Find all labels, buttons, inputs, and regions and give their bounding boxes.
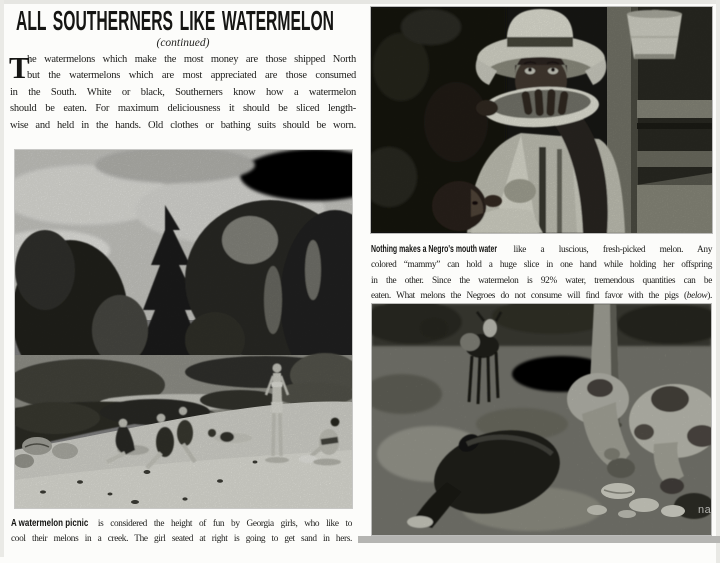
caption-italic: below xyxy=(686,291,708,302)
headline-text: ALL SOUTHERNERS LIKE WATERMELON xyxy=(16,5,335,36)
creek-picnic-photo xyxy=(15,150,352,508)
drop-cap: T xyxy=(9,50,30,85)
scan-edge-left xyxy=(0,0,4,557)
caption-lead: A watermelon picnic xyxy=(11,517,89,529)
caption-lead-wrap xyxy=(371,242,499,259)
caption-text: ). xyxy=(707,291,712,302)
page-title xyxy=(10,7,356,35)
scan-edge-top xyxy=(0,0,720,4)
body-line: he watermelons which make the most money are those shipped North xyxy=(27,54,356,65)
caption-line xyxy=(371,289,712,305)
caption-lead: Nothing makes a Negro's mouth water xyxy=(371,243,498,255)
caption-right xyxy=(371,242,712,305)
caption-line: cool their melons in a creek. The girl seated at right is going to get sand in hers. xyxy=(11,534,352,544)
caption-lead-wrap xyxy=(11,515,91,532)
caption-line: colored “mammy” can hold a huge slice in one hand while holding her offspring xyxy=(371,259,712,270)
scan-edge-right xyxy=(716,0,720,563)
caption-line xyxy=(11,515,352,531)
body-line: but the watermelons which are most appreciated are those consumed xyxy=(27,70,356,82)
watermark-text: na xyxy=(698,504,712,516)
caption-line: in the other. Since the watermelon is 92% water, tremendous quantities can be xyxy=(371,275,712,286)
caption-text: like a luscious, fresh-picked melon. Any xyxy=(513,245,712,255)
body-line: in the South. White or black, Southerners know how a watermelon xyxy=(10,86,356,98)
article-body xyxy=(10,52,356,134)
scan-shadow-bar xyxy=(358,536,720,543)
body-line: should be eaten. For maximum deliciousness it should be sliced length- xyxy=(10,103,356,115)
continued-note: (continued) xyxy=(156,37,210,49)
body-line: wise and held in the hands. Old clothes or bathing suits should be worn. xyxy=(10,119,356,131)
pigs-eating-watermelon-photo xyxy=(372,304,711,535)
woman-eating-watermelon-photo xyxy=(371,7,712,233)
caption-left xyxy=(11,515,352,547)
caption-text: eaten. What melons the Negroes do not consume will find favor with the pigs ( xyxy=(371,291,687,302)
caption-text: is considered the height of fun by Georgia girls, who like to xyxy=(97,519,352,529)
caption-line xyxy=(371,242,712,258)
